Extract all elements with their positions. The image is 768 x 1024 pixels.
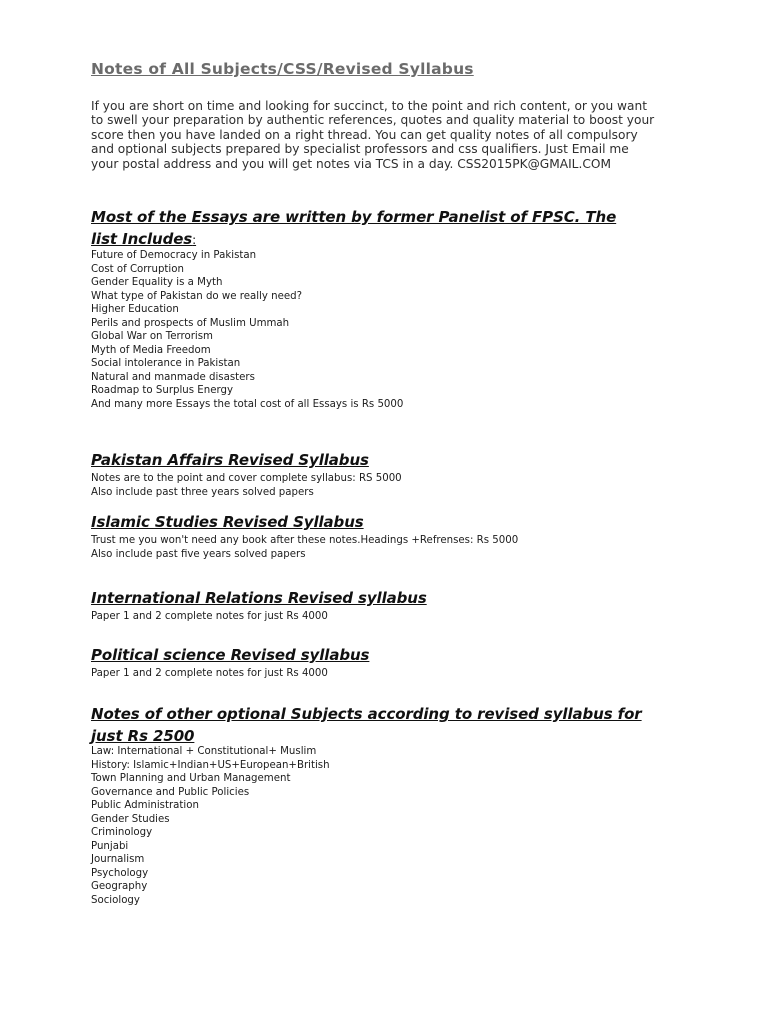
essays-heading bbox=[91, 206, 691, 251]
list-item: Higher Education bbox=[91, 304, 179, 315]
list-item: Geography bbox=[91, 881, 148, 892]
list-item: Also include past three years solved papers bbox=[91, 486, 314, 498]
list-item: Governance and Public Policies bbox=[91, 786, 250, 798]
list-item: Criminology bbox=[91, 827, 153, 838]
list-item: Paper 1 and 2 complete notes for just Rs 4000 bbox=[91, 611, 328, 622]
list-item: Myth of Media Freedom bbox=[91, 344, 211, 356]
list-item: Global War on Terrorism bbox=[91, 331, 213, 342]
intro-line: your postal address and you will get notes via TCS in a day. CSS2015PK@GMAIL.COM bbox=[91, 156, 611, 171]
list-item: Gender Equality is a Myth bbox=[91, 277, 223, 288]
political-science-heading: Political science Revised syllabus bbox=[91, 646, 370, 664]
list-item: What type of Pakistan do we really need? bbox=[91, 290, 303, 302]
list-item: Perils and prospects of Muslim Ummah bbox=[91, 317, 290, 329]
document-title: Notes of All Subjects/CSS/Revised Syllabus bbox=[91, 60, 474, 78]
list-item: Gender Studies bbox=[91, 813, 170, 825]
essays-heading-colon: : bbox=[192, 233, 197, 247]
islamic-studies-list bbox=[91, 534, 518, 561]
list-item: Paper 1 and 2 complete notes for just Rs 4000 bbox=[91, 668, 328, 679]
list-item: Notes are to the point and cover complete syllabus: RS 5000 bbox=[91, 473, 402, 484]
list-item: Punjabi bbox=[91, 840, 129, 852]
essays-heading-line2: list Includes bbox=[91, 230, 193, 248]
intro-paragraph bbox=[91, 99, 691, 171]
list-item: Also include past five years solved papers bbox=[91, 548, 306, 560]
intro-line: to swell your preparation by authentic references, quotes and quality material to boost your bbox=[91, 113, 655, 128]
optional-subjects-heading bbox=[91, 703, 691, 747]
international-relations-list bbox=[91, 610, 328, 624]
list-item: Social intolerance in Pakistan bbox=[91, 358, 241, 369]
optional-heading-line1: Notes of other optional Subjects according to revised syllabus for bbox=[91, 705, 642, 723]
international-relations-heading: International Relations Revised syllabus bbox=[91, 589, 427, 607]
list-item: Natural and manmade disasters bbox=[91, 371, 255, 383]
optional-subjects-list bbox=[91, 745, 330, 907]
political-science-list bbox=[91, 667, 328, 681]
list-item: History: Islamic+Indian+US+European+British bbox=[91, 759, 330, 771]
pakistan-affairs-list bbox=[91, 472, 402, 499]
intro-line: and optional subjects prepared by specialist professors and css qualifiers. Just Email me bbox=[91, 142, 629, 157]
list-item: Roadmap to Surplus Energy bbox=[91, 385, 233, 396]
list-item: Trust me you won't need any book after these notes.Headings +Refrenses: Rs 5000 bbox=[91, 535, 519, 546]
list-item: Psychology bbox=[91, 867, 149, 879]
list-item: Public Administration bbox=[91, 800, 199, 811]
pakistan-affairs-heading: Pakistan Affairs Revised Syllabus bbox=[91, 451, 369, 469]
essays-list bbox=[91, 249, 403, 411]
islamic-studies-heading: Islamic Studies Revised Syllabus bbox=[91, 513, 364, 531]
list-item: Town Planning and Urban Management bbox=[91, 773, 291, 784]
essays-heading-line1: Most of the Essays are written by former Panelist of FPSC. The bbox=[91, 208, 617, 226]
intro-line: score then you have landed on a right thread. You can get quality notes of all compulsory bbox=[91, 127, 638, 142]
list-item: And many more Essays the total cost of all Essays is Rs 5000 bbox=[91, 398, 404, 410]
list-item: Future of Democracy in Pakistan bbox=[91, 250, 257, 261]
list-item: Law: International + Constitutional+ Muslim bbox=[91, 746, 317, 757]
list-item: Sociology bbox=[91, 894, 140, 906]
optional-heading-line2: just Rs 2500 bbox=[91, 727, 195, 745]
intro-line: If you are short on time and looking for succinct, to the point and rich content, or you want bbox=[91, 99, 647, 113]
list-item: Journalism bbox=[91, 854, 145, 865]
list-item: Cost of Corruption bbox=[91, 263, 184, 275]
